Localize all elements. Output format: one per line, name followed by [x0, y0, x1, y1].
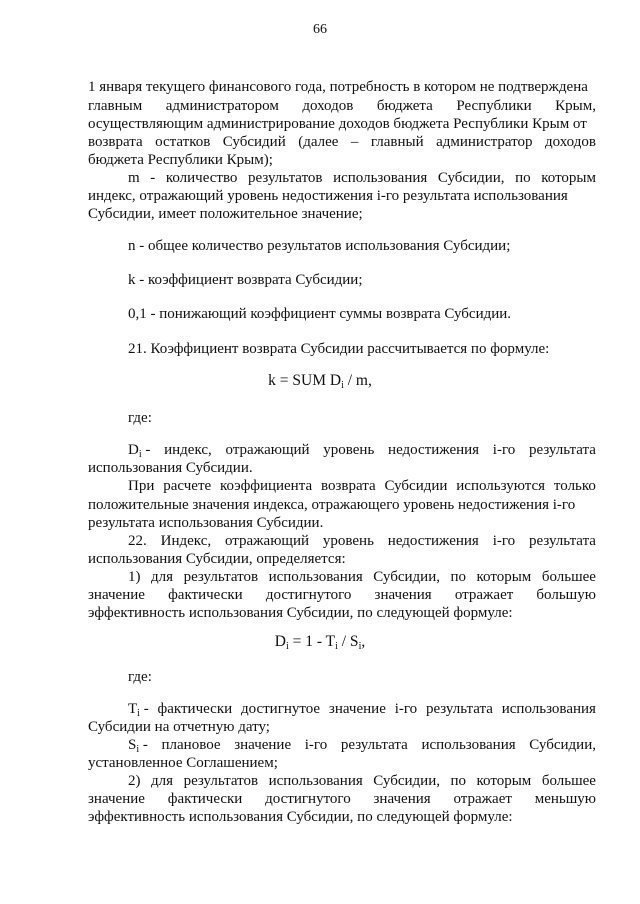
- word: использования: [501, 701, 596, 717]
- word: отражающий: [224, 533, 310, 549]
- word: уровень: [322, 533, 374, 549]
- word: (далее: [298, 134, 339, 150]
- word: меньшую: [534, 791, 596, 807]
- formula-d-subscript: i: [285, 641, 289, 652]
- formula-d-body: = 1 - T: [288, 633, 336, 650]
- word: для: [151, 569, 174, 585]
- section-heading-21: 21. Коэффициент возврата Субсидии рассчитывается по формуле:: [128, 341, 550, 357]
- text-line: положительные значения индекса, отражающего уровень недостижения i-го: [88, 497, 576, 513]
- word: достигнутого: [265, 587, 352, 603]
- word: главный: [370, 134, 424, 150]
- word: фактически: [168, 587, 243, 603]
- word: использования: [421, 737, 516, 753]
- word: i-го: [492, 533, 516, 549]
- word: значение: [88, 587, 145, 603]
- word: Субсидии,: [529, 737, 596, 753]
- text-line: индекс, отражающий уровень недостижения i-го результата использования: [88, 188, 568, 204]
- word: Индекс,: [160, 533, 212, 549]
- text-line: n - общее количество результатов использования Субсидии;: [128, 238, 511, 254]
- word: большее: [541, 773, 596, 789]
- text-line-justified: [88, 790, 596, 808]
- text-line-justified: [88, 586, 596, 604]
- word: количество: [165, 170, 238, 186]
- word: $D_i$ -: [128, 442, 151, 460]
- word: большее: [541, 569, 596, 585]
- subscript: i: [137, 708, 140, 719]
- formula-d-t-subscript: i: [335, 641, 338, 652]
- word: для: [151, 773, 174, 789]
- word: которым: [541, 170, 596, 186]
- word: -: [150, 170, 156, 186]
- word: используются: [456, 478, 546, 494]
- word: остатков: [155, 134, 211, 150]
- word: фактически: [157, 701, 233, 717]
- word: использования: [333, 170, 428, 186]
- word: расчете: [163, 478, 212, 494]
- word: фактически: [167, 791, 243, 807]
- text-line-justified: [128, 568, 596, 586]
- subscript: i: [136, 744, 140, 755]
- word: возврата: [88, 134, 143, 150]
- word: администратором: [165, 98, 279, 114]
- formula-d-symbol: D: [274, 633, 286, 650]
- word: уровень: [323, 442, 375, 458]
- word: достигнутое: [240, 701, 321, 717]
- word: m: [128, 170, 140, 186]
- word: результата: [528, 442, 596, 458]
- text-line: k - коэффициент возврата Субсидии;: [128, 272, 363, 288]
- word: результатов: [183, 773, 259, 789]
- word: результатов: [183, 569, 259, 585]
- word: Крым,: [555, 98, 596, 114]
- word: результата: [425, 701, 493, 717]
- word: 22.: [128, 533, 147, 549]
- word: результата: [529, 533, 596, 549]
- word: доходов: [302, 98, 354, 114]
- word: Субсидий: [222, 134, 286, 150]
- text-line-justified: [128, 477, 596, 495]
- word: i-го: [394, 701, 418, 717]
- word: большую: [536, 587, 596, 603]
- formula-d-denominator: / S: [337, 633, 359, 650]
- text-line-justified: [128, 772, 596, 790]
- formula-d: [0, 633, 640, 652]
- word: Субсидии,: [437, 170, 505, 186]
- word: Субсидии,: [373, 773, 440, 789]
- word: коэффициента: [220, 478, 313, 494]
- formula-d-tail: ,: [361, 633, 366, 650]
- text-line: Субсидии на отчетную дату;: [88, 719, 270, 735]
- word: $S_i$ -: [128, 737, 148, 755]
- word: i-го: [492, 442, 516, 458]
- text-line: где:: [128, 669, 152, 685]
- word: отражает: [454, 587, 514, 603]
- word: доходов: [544, 134, 596, 150]
- word: индекс,: [164, 442, 212, 458]
- word: Субсидии,: [373, 569, 440, 585]
- word: $T_i$ -: [128, 701, 149, 719]
- word: недостижения: [387, 533, 479, 549]
- text-line: использования Субсидии.: [88, 460, 253, 476]
- formula-d-s-subscript: i: [358, 641, 362, 652]
- text-line: 0,1 - понижающий коэффициент суммы возврата Субсидии.: [128, 306, 512, 322]
- word: значение: [234, 737, 292, 753]
- word: Субсидии: [384, 478, 448, 494]
- text-line-justified: [128, 169, 596, 187]
- word: Республики: [456, 98, 532, 114]
- word: которым: [476, 773, 532, 789]
- word: результатов: [248, 170, 323, 186]
- word: главным: [88, 98, 143, 114]
- word: администратор: [436, 134, 533, 150]
- page-number: 66: [313, 22, 327, 37]
- word: по: [515, 170, 531, 186]
- text-line: Субсидии, имеет положительное значение;: [88, 206, 363, 222]
- subscript: i: [138, 449, 142, 460]
- word: 2): [128, 773, 141, 789]
- word: только: [553, 478, 596, 494]
- word: значения: [373, 791, 431, 807]
- text-line: 1 января текущего финансового года, потребность в котором не подтверждена: [88, 79, 588, 95]
- word: по: [450, 773, 467, 789]
- word: использования: [268, 569, 363, 585]
- text-line: установленное Соглашением;: [88, 755, 278, 771]
- word: При: [128, 478, 155, 494]
- word: результата: [340, 737, 408, 753]
- word: возврата: [320, 478, 376, 494]
- word: плановое: [161, 737, 221, 753]
- word: значение: [328, 701, 386, 717]
- formula-k-subscript: i: [341, 380, 344, 391]
- word: бюджета: [376, 98, 433, 114]
- text-line: результата использования Субсидии.: [88, 515, 324, 531]
- word: –: [350, 134, 359, 150]
- word: 1): [128, 569, 141, 585]
- word: отражает: [453, 791, 512, 807]
- text-line: осуществляющим администрирование доходов бюджета Республики Крым от: [88, 116, 587, 132]
- section-heading-22: [128, 532, 596, 550]
- text-line: эффективность использования Субсидии, по следующей формуле:: [88, 605, 513, 621]
- word: достигнутого: [265, 791, 351, 807]
- text-line: использования Субсидии, определяется:: [88, 551, 346, 567]
- text-line-justified: [88, 97, 596, 115]
- word: значения: [374, 587, 432, 603]
- text-line-justified: [88, 133, 596, 151]
- text-line: бюджета Республики Крым);: [88, 152, 273, 168]
- word: использования: [268, 773, 363, 789]
- formula-k-tail: / m,: [343, 372, 372, 389]
- text-line: где:: [128, 410, 152, 426]
- word: значение: [88, 791, 145, 807]
- word: i-го: [304, 737, 328, 753]
- word: недостижения: [388, 442, 480, 458]
- word: по: [450, 569, 467, 585]
- word: которым: [476, 569, 532, 585]
- word: отражающий: [225, 442, 310, 458]
- text-line: эффективность использования Субсидии, по следующей формуле:: [88, 809, 513, 825]
- formula-k: [0, 372, 640, 391]
- formula-k-main: k = SUM D: [268, 372, 342, 389]
